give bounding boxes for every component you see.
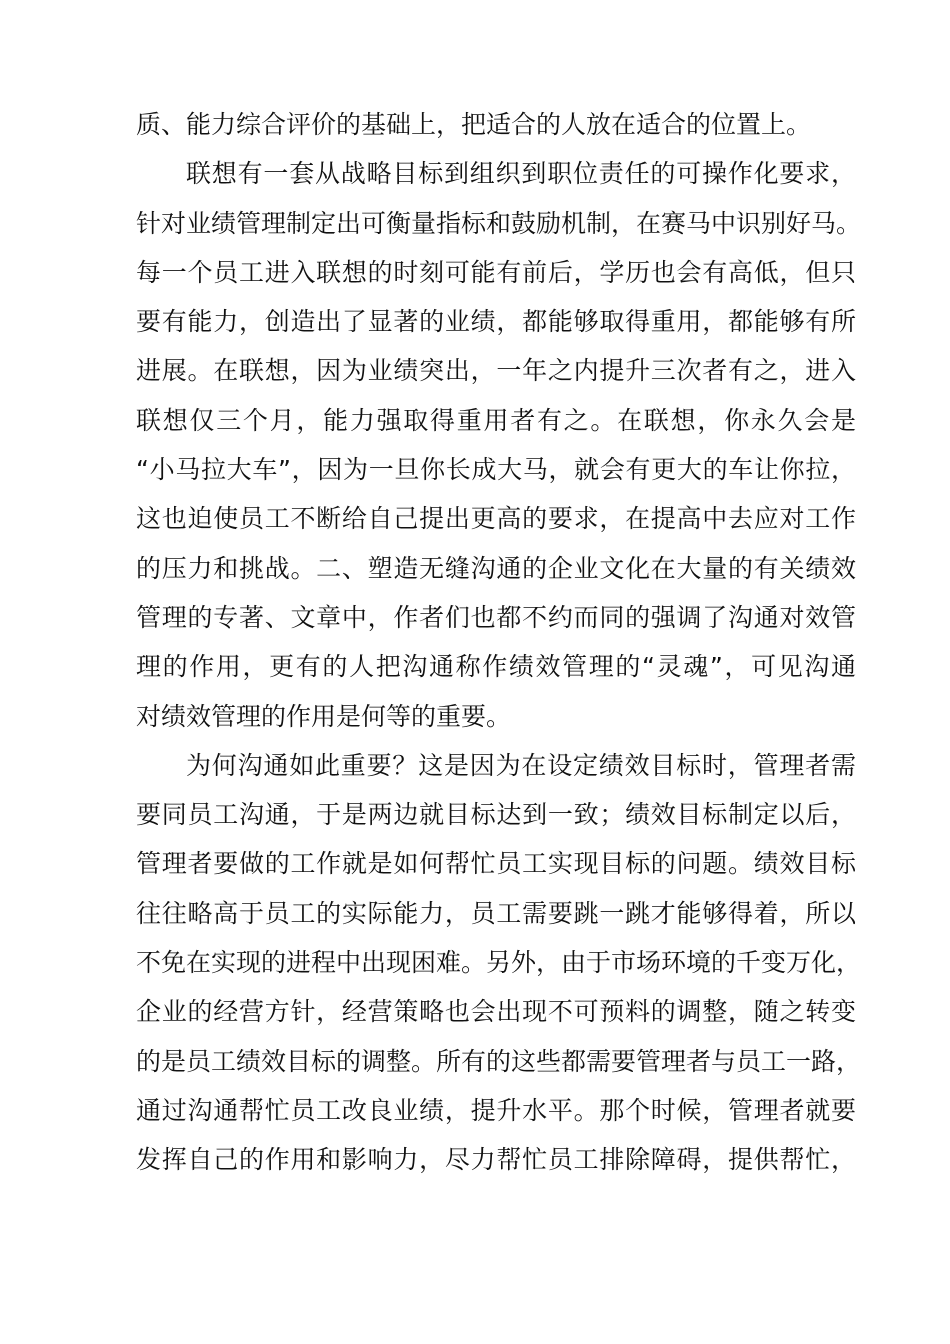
text-line: 发挥自己的作用和影响力，尽力帮忙员工排除障碍，提供帮忙，: [136, 1145, 856, 1175]
text-line: 联想仅三个月，能力强取得重用者有之。在联想，你永久会是: [136, 405, 856, 435]
text-line: 管理者要做的工作就是如何帮忙员工实现目标的问题。绩效目标: [136, 849, 856, 879]
text-line: 联想有一套从战略目标到组织到职位责任的可操作化要求，: [186, 159, 856, 189]
text-line: 企业的经营方针，经营策略也会出现不可预料的调整，随之转变: [136, 997, 856, 1027]
text-line: 进展。在联想，因为业绩突出，一年之内提升三次者有之，进入: [136, 356, 856, 386]
text-line: 的压力和挑战。二、塑造无缝沟通的企业文化在大量的有关绩效: [136, 553, 856, 583]
document-body: [136, 100, 862, 1185]
text-line: 要同员工沟通，于是两边就目标达到一致；绩效目标制定以后，: [136, 800, 856, 830]
text-line: 每一个员工进入联想的时刻可能有前后，学历也会有高低，但只: [136, 257, 856, 287]
text-line: 管理的专著、文章中，作者们也都不约而同的强调了沟通对效管: [136, 602, 856, 632]
text-line: 对绩效管理的作用是何等的重要。: [136, 701, 512, 731]
text-line: 通过沟通帮忙员工改良业绩，提升水平。那个时候，管理者就要: [136, 1095, 856, 1125]
text-line: 不免在实现的进程中出现困难。另外，由于市场环境的千变万化，: [136, 948, 862, 978]
text-line: 为何沟通如此重要？这是因为在设定绩效目标时，管理者需: [186, 750, 856, 780]
text-line: 往往略高于员工的实际能力，员工需要跳一跳才能够得着，所以: [136, 898, 856, 928]
text-line: 质、能力综合评价的基础上，把适合的人放在适合的位置上。: [136, 110, 812, 139]
text-line: 要有能力，创造出了显著的业绩，都能够取得重用，都能够有所: [136, 307, 856, 337]
text-line: 这也迫使员工不断给自己提出更高的要求，在提高中去应对工作: [136, 504, 856, 534]
text-line: 的是员工绩效目标的调整。所有的这些都需要管理者与员工一路，: [136, 1046, 862, 1076]
text-line: 针对业绩管理制定出可衡量指标和鼓励机制，在赛马中识别好马。: [136, 208, 862, 238]
text-line: “小马拉大车”，因为一旦你长成大马，就会有更大的车让你拉，: [136, 455, 856, 485]
text-line: 理的作用，更有的人把沟通称作绩效管理的“灵魂”，可见沟通: [136, 652, 856, 682]
